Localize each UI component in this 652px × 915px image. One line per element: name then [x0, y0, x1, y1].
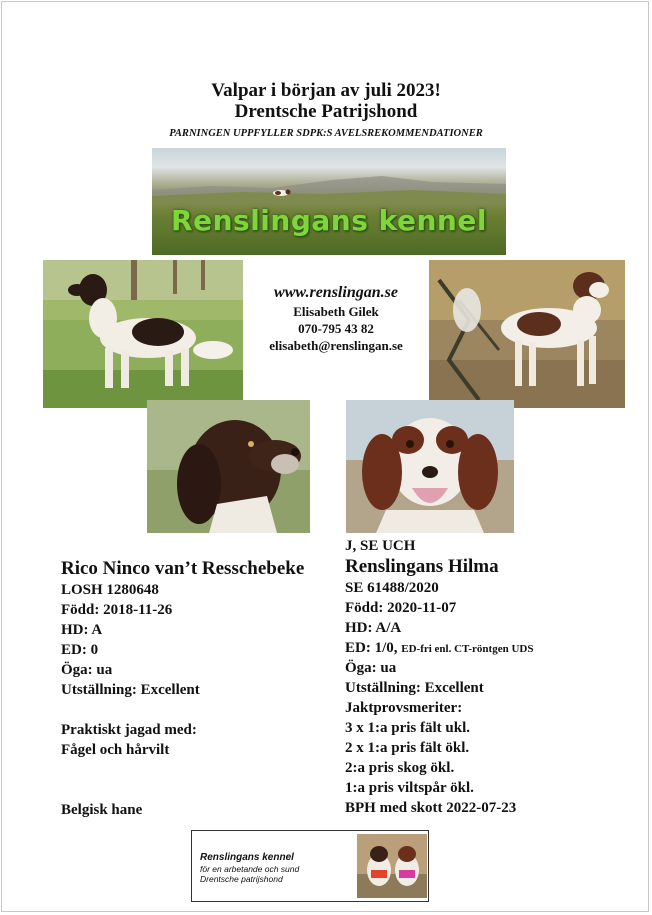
- contact-name: Elisabeth Gilek: [293, 304, 379, 319]
- website-link[interactable]: www.renslingan.se: [274, 284, 398, 301]
- sire-hunt-value: Fågel och hårvilt: [61, 742, 170, 758]
- banner-landscape: [152, 172, 506, 202]
- dam-eye: Öga: ua: [345, 660, 397, 676]
- sire-info: [61, 558, 304, 820]
- dam-merits-label: Jaktprovsmeriter:: [345, 700, 463, 716]
- dam-info: [345, 536, 533, 818]
- sire-hd: HD: A: [61, 622, 103, 638]
- sire-registration: LOSH 1280648: [61, 582, 159, 598]
- dam-ed-row: [345, 638, 533, 658]
- dam-merit: 2:a pris skog ökl.: [345, 760, 455, 776]
- footer-tagline-2: Drentsche patrijshond: [200, 874, 283, 884]
- sire-hunt-label: Praktiskt jagad med:: [61, 722, 197, 738]
- contact-block: [248, 283, 424, 354]
- sire-name: Rico Ninco van’t Resschebeke: [61, 558, 305, 579]
- dam-titles: J, SE UCH: [345, 538, 416, 554]
- dam-portrait-photo: [346, 400, 514, 533]
- sire-eye: Öga: ua: [61, 662, 113, 678]
- dam-registration: SE 61488/2020: [345, 580, 439, 596]
- sire-birthdate: Född: 2018-11-26: [61, 602, 173, 618]
- kennel-banner: [152, 148, 506, 255]
- pointing-dog-icon: [270, 188, 292, 198]
- sire-portrait-photo: [147, 400, 310, 533]
- dam-birthdate: Född: 2020-11-07: [345, 600, 457, 616]
- dam-ed: ED: 1/0,: [345, 640, 398, 656]
- dam-name: Renslingans Hilma: [345, 556, 499, 577]
- dam-ed-note: ED-fri enl. CT-röntgen UDS: [401, 643, 534, 655]
- breed-title: Drentsche Patrijshond: [234, 101, 418, 122]
- banner-title: Renslingans kennel: [171, 204, 487, 237]
- dam-hd: HD: A/A: [345, 620, 402, 636]
- sire-standing-photo: [43, 260, 243, 408]
- dam-show: Utställning: Excellent: [345, 680, 484, 696]
- footer-dogs-photo: [357, 834, 427, 898]
- contact-email[interactable]: elisabeth@renslingan.se: [269, 338, 403, 353]
- sire-show: Utställning: Excellent: [61, 682, 200, 698]
- dam-merit: 3 x 1:a pris fält ukl.: [345, 720, 471, 736]
- dam-standing-photo: [429, 260, 625, 408]
- breeding-recommendation-note: PARNINGEN UPPFYLLER SDPK:S AVELSREKOMMENDATIONER: [169, 128, 483, 139]
- dam-merit: BPH med skott 2022-07-23: [345, 800, 517, 816]
- footer-text: [200, 852, 350, 884]
- dam-merit: 2 x 1:a pris fält ökl.: [345, 740, 470, 756]
- contact-phone[interactable]: 070-795 43 82: [298, 321, 374, 336]
- dam-merit: 1:a pris viltspår ökl.: [345, 780, 474, 796]
- kennel-footer-card: [191, 830, 429, 902]
- footer-title: Renslingans kennel: [200, 852, 294, 863]
- sire-note: Belgisk hane: [61, 802, 143, 818]
- litter-announcement: Valpar i början av juli 2023!: [211, 80, 441, 101]
- sire-ed: ED: 0: [61, 642, 99, 658]
- footer-tagline-1: för en arbetande och sund: [200, 864, 300, 874]
